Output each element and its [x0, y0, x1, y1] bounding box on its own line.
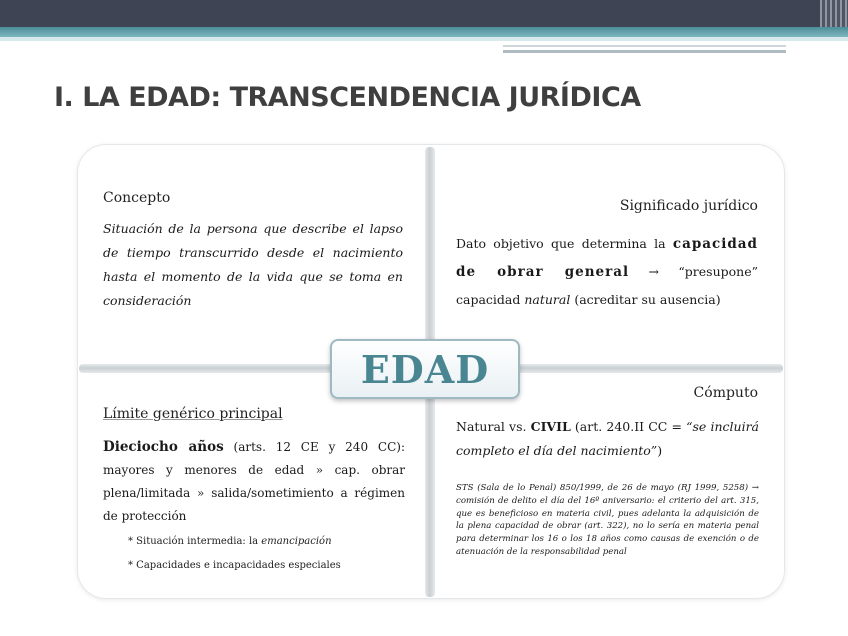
significado-text-part: Dato objetivo que determina la: [456, 236, 673, 251]
decorative-line: [503, 45, 786, 47]
concepto-heading: Concepto: [103, 190, 171, 206]
capacidad-obrar-term: capacidad de obrar general: [456, 236, 758, 280]
top-banner-stripes: [820, 0, 848, 27]
center-label: EDAD: [360, 346, 490, 392]
note-prefix: * Situación intermedia: la: [128, 536, 262, 547]
natural-term: natural: [524, 292, 571, 307]
sts-case-note: STS (Sala de lo Penal) 850/1999, de 26 de mayo (RJ 1999, 5258) → comisión de delito el día del 16º aniversario: el criterio del art. 315, que es beneficioso en materia civil, pues adelanta la adquisición de la plena capacidad de obrar (art. 322), no lo sería en materia penal para determinar los 16 o los 18 años como causas de exención o de atenuación de la responsabilidad penal: [456, 483, 759, 557]
computo-text-part: Natural vs.: [456, 419, 531, 434]
significado-text-part: → “presupone” capacidad: [456, 264, 758, 307]
emancipacion-note: [128, 536, 332, 547]
computo-text-part: ): [657, 443, 663, 458]
computo-text: [456, 415, 759, 463]
top-accent-band: [0, 27, 848, 37]
limite-text-part: (arts. 12 CE y 240 CC): mayores y menores de edad » cap. obrar plena/limitada » salida/sometimiento a régimen de protección: [103, 440, 405, 523]
significado-text-part: (acreditar su ausencia): [570, 292, 721, 307]
concepto-text: Situación de la persona que describe el lapso de tiempo transcurrido desde el nacimiento hasta el momento de la vida que se toma en consideración: [103, 221, 403, 308]
decorative-line: [503, 50, 786, 53]
limite-heading: Límite genérico principal: [103, 406, 283, 422]
computo-heading: Cómputo: [693, 385, 758, 401]
top-banner: [0, 0, 848, 27]
significado-heading: Significado jurídico: [619, 198, 758, 214]
top-accent-band-light: [0, 37, 848, 41]
article-quote: “se incluirá completo el día del nacimiento”: [456, 419, 759, 458]
civil-term: CIVIL: [530, 419, 571, 434]
slide-title: I. LA EDAD: TRANSCENDENCIA JURÍDICA: [54, 82, 641, 113]
dieciocho-anos-term: Dieciocho años: [103, 439, 224, 455]
limite-text: [103, 436, 405, 528]
center-label-box: [330, 339, 520, 399]
significado-text: [456, 230, 758, 313]
computo-text-part: (art. 240.II CC =: [570, 419, 687, 434]
emancipacion-term: emancipación: [261, 536, 332, 547]
capacidades-note: * Capacidades e incapacidades especiales: [128, 560, 341, 571]
